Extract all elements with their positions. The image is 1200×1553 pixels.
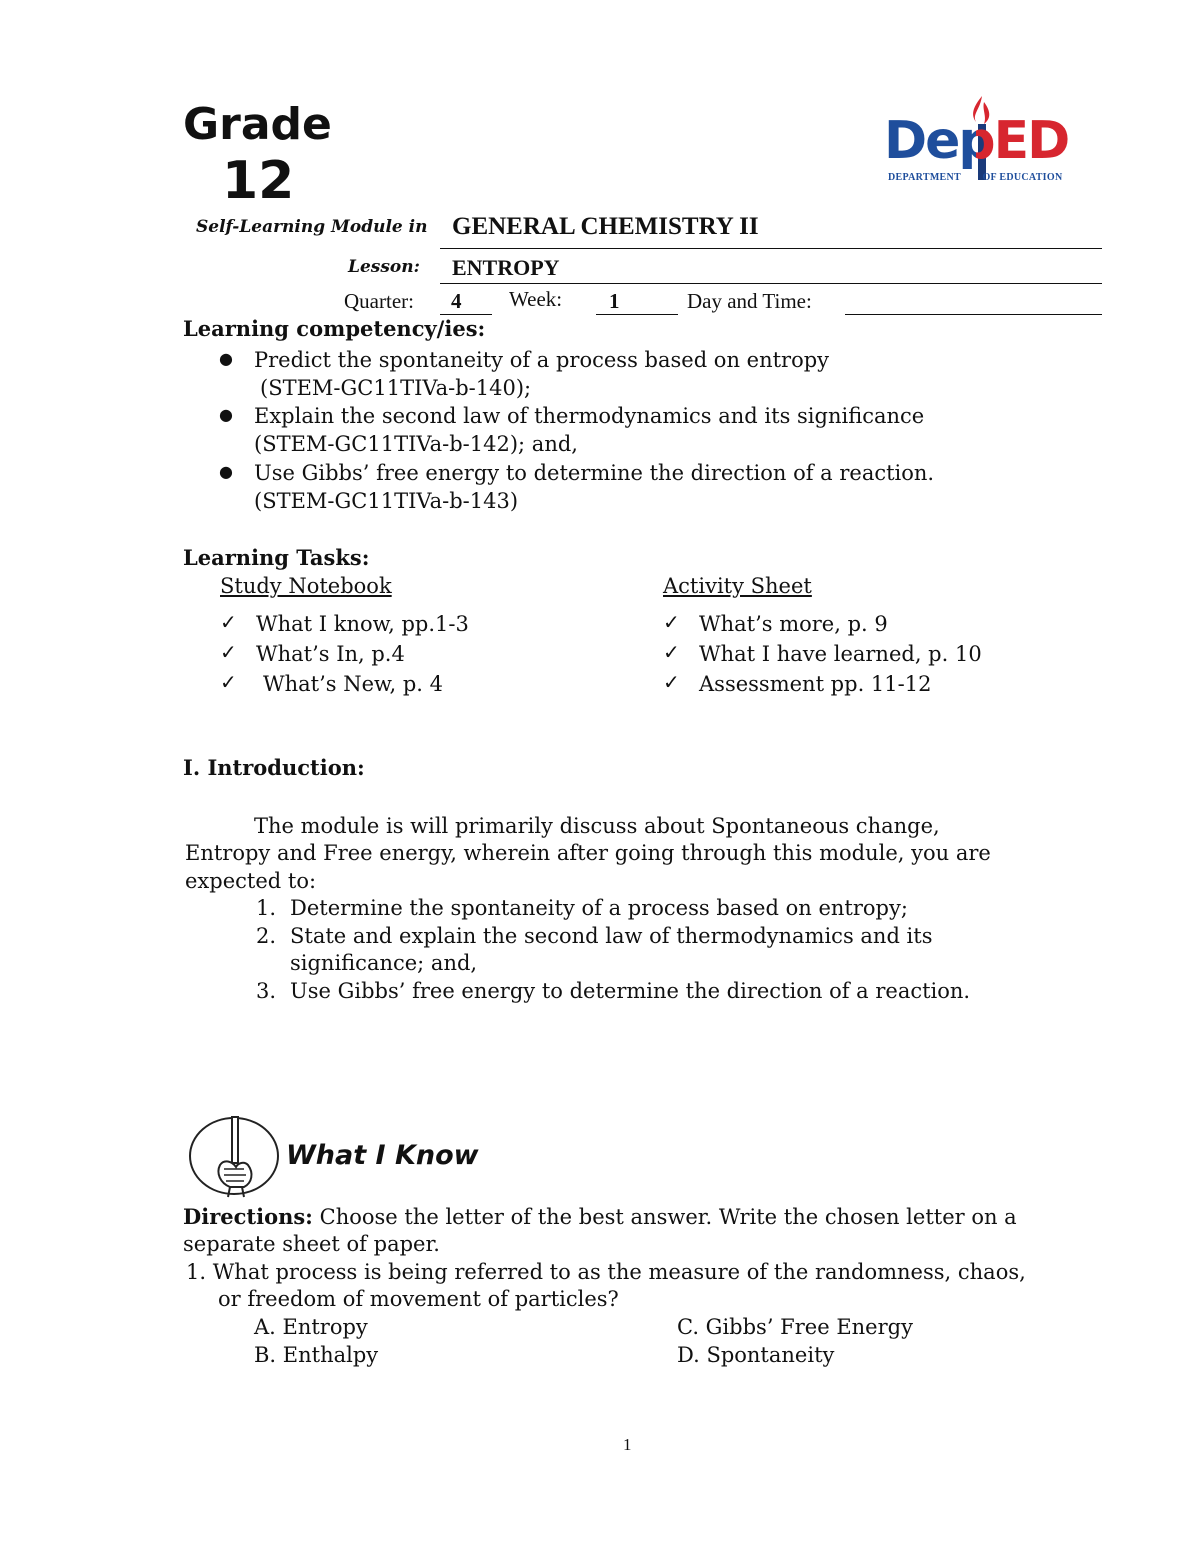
week-underline xyxy=(596,314,678,315)
subject-title: GENERAL CHEMISTRY II xyxy=(452,213,759,240)
week-label: Week: xyxy=(509,287,563,311)
intro-line: Entropy and Free energy, wherein after going through this module, you are xyxy=(185,841,991,865)
subject-underline xyxy=(440,248,1102,249)
competency-code: (STEM-GC11TIVa-b-142); and, xyxy=(254,432,578,456)
objective-text: Use Gibbs’ free energy to determine the direction of a reaction. xyxy=(290,979,971,1003)
check-icon: ✓ xyxy=(220,610,237,634)
week-value: 1 xyxy=(609,289,620,313)
grade-label: Grade xyxy=(183,99,332,150)
logo-subtitle-left: DEPARTMENT xyxy=(888,172,961,183)
objective-text: significance; and, xyxy=(290,951,478,975)
choice-b: B. Enthalpy xyxy=(254,1343,379,1367)
competency-code: (STEM-GC11TIVa-b-140); xyxy=(260,376,532,400)
check-icon: ✓ xyxy=(663,610,680,634)
lesson-label: Lesson: xyxy=(348,257,420,277)
notebook-item: What I know, pp.1-3 xyxy=(256,612,469,636)
objective-number: 3. xyxy=(256,979,277,1003)
activity-item: What’s more, p. 9 xyxy=(699,612,888,636)
competency-code: (STEM-GC11TIVa-b-143) xyxy=(254,489,519,513)
intro-line: expected to: xyxy=(185,869,317,893)
notebook-item: What’s New, p. 4 xyxy=(263,672,443,696)
what-i-know-title: What I Know xyxy=(286,1140,479,1171)
objective-text: State and explain the second law of thermodynamics and its xyxy=(290,924,933,948)
study-notebook-title: Study Notebook xyxy=(220,574,392,598)
module-label: Self-Learning Module in xyxy=(196,217,428,237)
lesson-title: ENTROPY xyxy=(452,255,560,280)
check-icon: ✓ xyxy=(663,640,680,664)
directions-text-2: separate sheet of paper. xyxy=(183,1232,440,1256)
deped-logo xyxy=(884,92,1074,192)
bullet-icon: ● xyxy=(219,462,233,481)
day-time-field[interactable] xyxy=(845,314,1102,315)
activity-item: Assessment pp. 11-12 xyxy=(699,672,932,696)
intro-line: The module is will primarily discuss about Spontaneous change, xyxy=(254,814,940,838)
check-icon: ✓ xyxy=(220,670,237,694)
hand-pencil-icon xyxy=(186,1113,286,1199)
choice-c: C. Gibbs’ Free Energy xyxy=(677,1315,913,1339)
directions-text: Choose the letter of the best answer. Write the chosen letter on a xyxy=(319,1205,1017,1229)
quarter-value: 4 xyxy=(451,289,462,313)
notebook-item: What’s In, p.4 xyxy=(256,642,405,666)
logo-subtitle-right: OF EDUCATION xyxy=(982,172,1063,183)
question-1-line-1: 1. What process is being referred to as the measure of the randomness, chaos, xyxy=(186,1260,1026,1284)
tasks-heading: Learning Tasks: xyxy=(183,545,370,570)
question-1-line-2: or freedom of movement of particles? xyxy=(218,1287,619,1311)
check-icon: ✓ xyxy=(220,640,237,664)
introduction-heading: I. Introduction: xyxy=(183,755,365,780)
page-number: 1 xyxy=(623,1435,632,1454)
grade-number: 12 xyxy=(222,151,295,211)
activity-item: What I have learned, p. 10 xyxy=(699,642,982,666)
objective-text: Determine the spontaneity of a process based on entropy; xyxy=(290,896,908,920)
objective-number: 2. xyxy=(256,924,277,948)
directions-line xyxy=(183,1203,1017,1231)
objective-number: 1. xyxy=(256,896,277,920)
activity-sheet-title: Activity Sheet xyxy=(663,574,812,598)
choice-d: D. Spontaneity xyxy=(677,1343,835,1367)
directions-label: Directions: xyxy=(183,1204,313,1229)
competency-heading: Learning competency/ies: xyxy=(183,316,486,341)
competency-item: Predict the spontaneity of a process based on entropy xyxy=(254,348,830,372)
competency-item: Use Gibbs’ free energy to determine the direction of a reaction. xyxy=(254,461,935,485)
day-time-label: Day and Time: xyxy=(687,289,812,313)
choice-a: A. Entropy xyxy=(254,1315,368,1339)
check-icon: ✓ xyxy=(663,670,680,694)
quarter-label: Quarter: xyxy=(344,289,414,313)
logo-text: DepED xyxy=(884,111,1069,171)
competency-item: Explain the second law of thermodynamics and its significance xyxy=(254,404,925,428)
bullet-icon: ● xyxy=(219,349,233,368)
bullet-icon: ● xyxy=(219,405,233,424)
lesson-underline xyxy=(440,283,1102,284)
